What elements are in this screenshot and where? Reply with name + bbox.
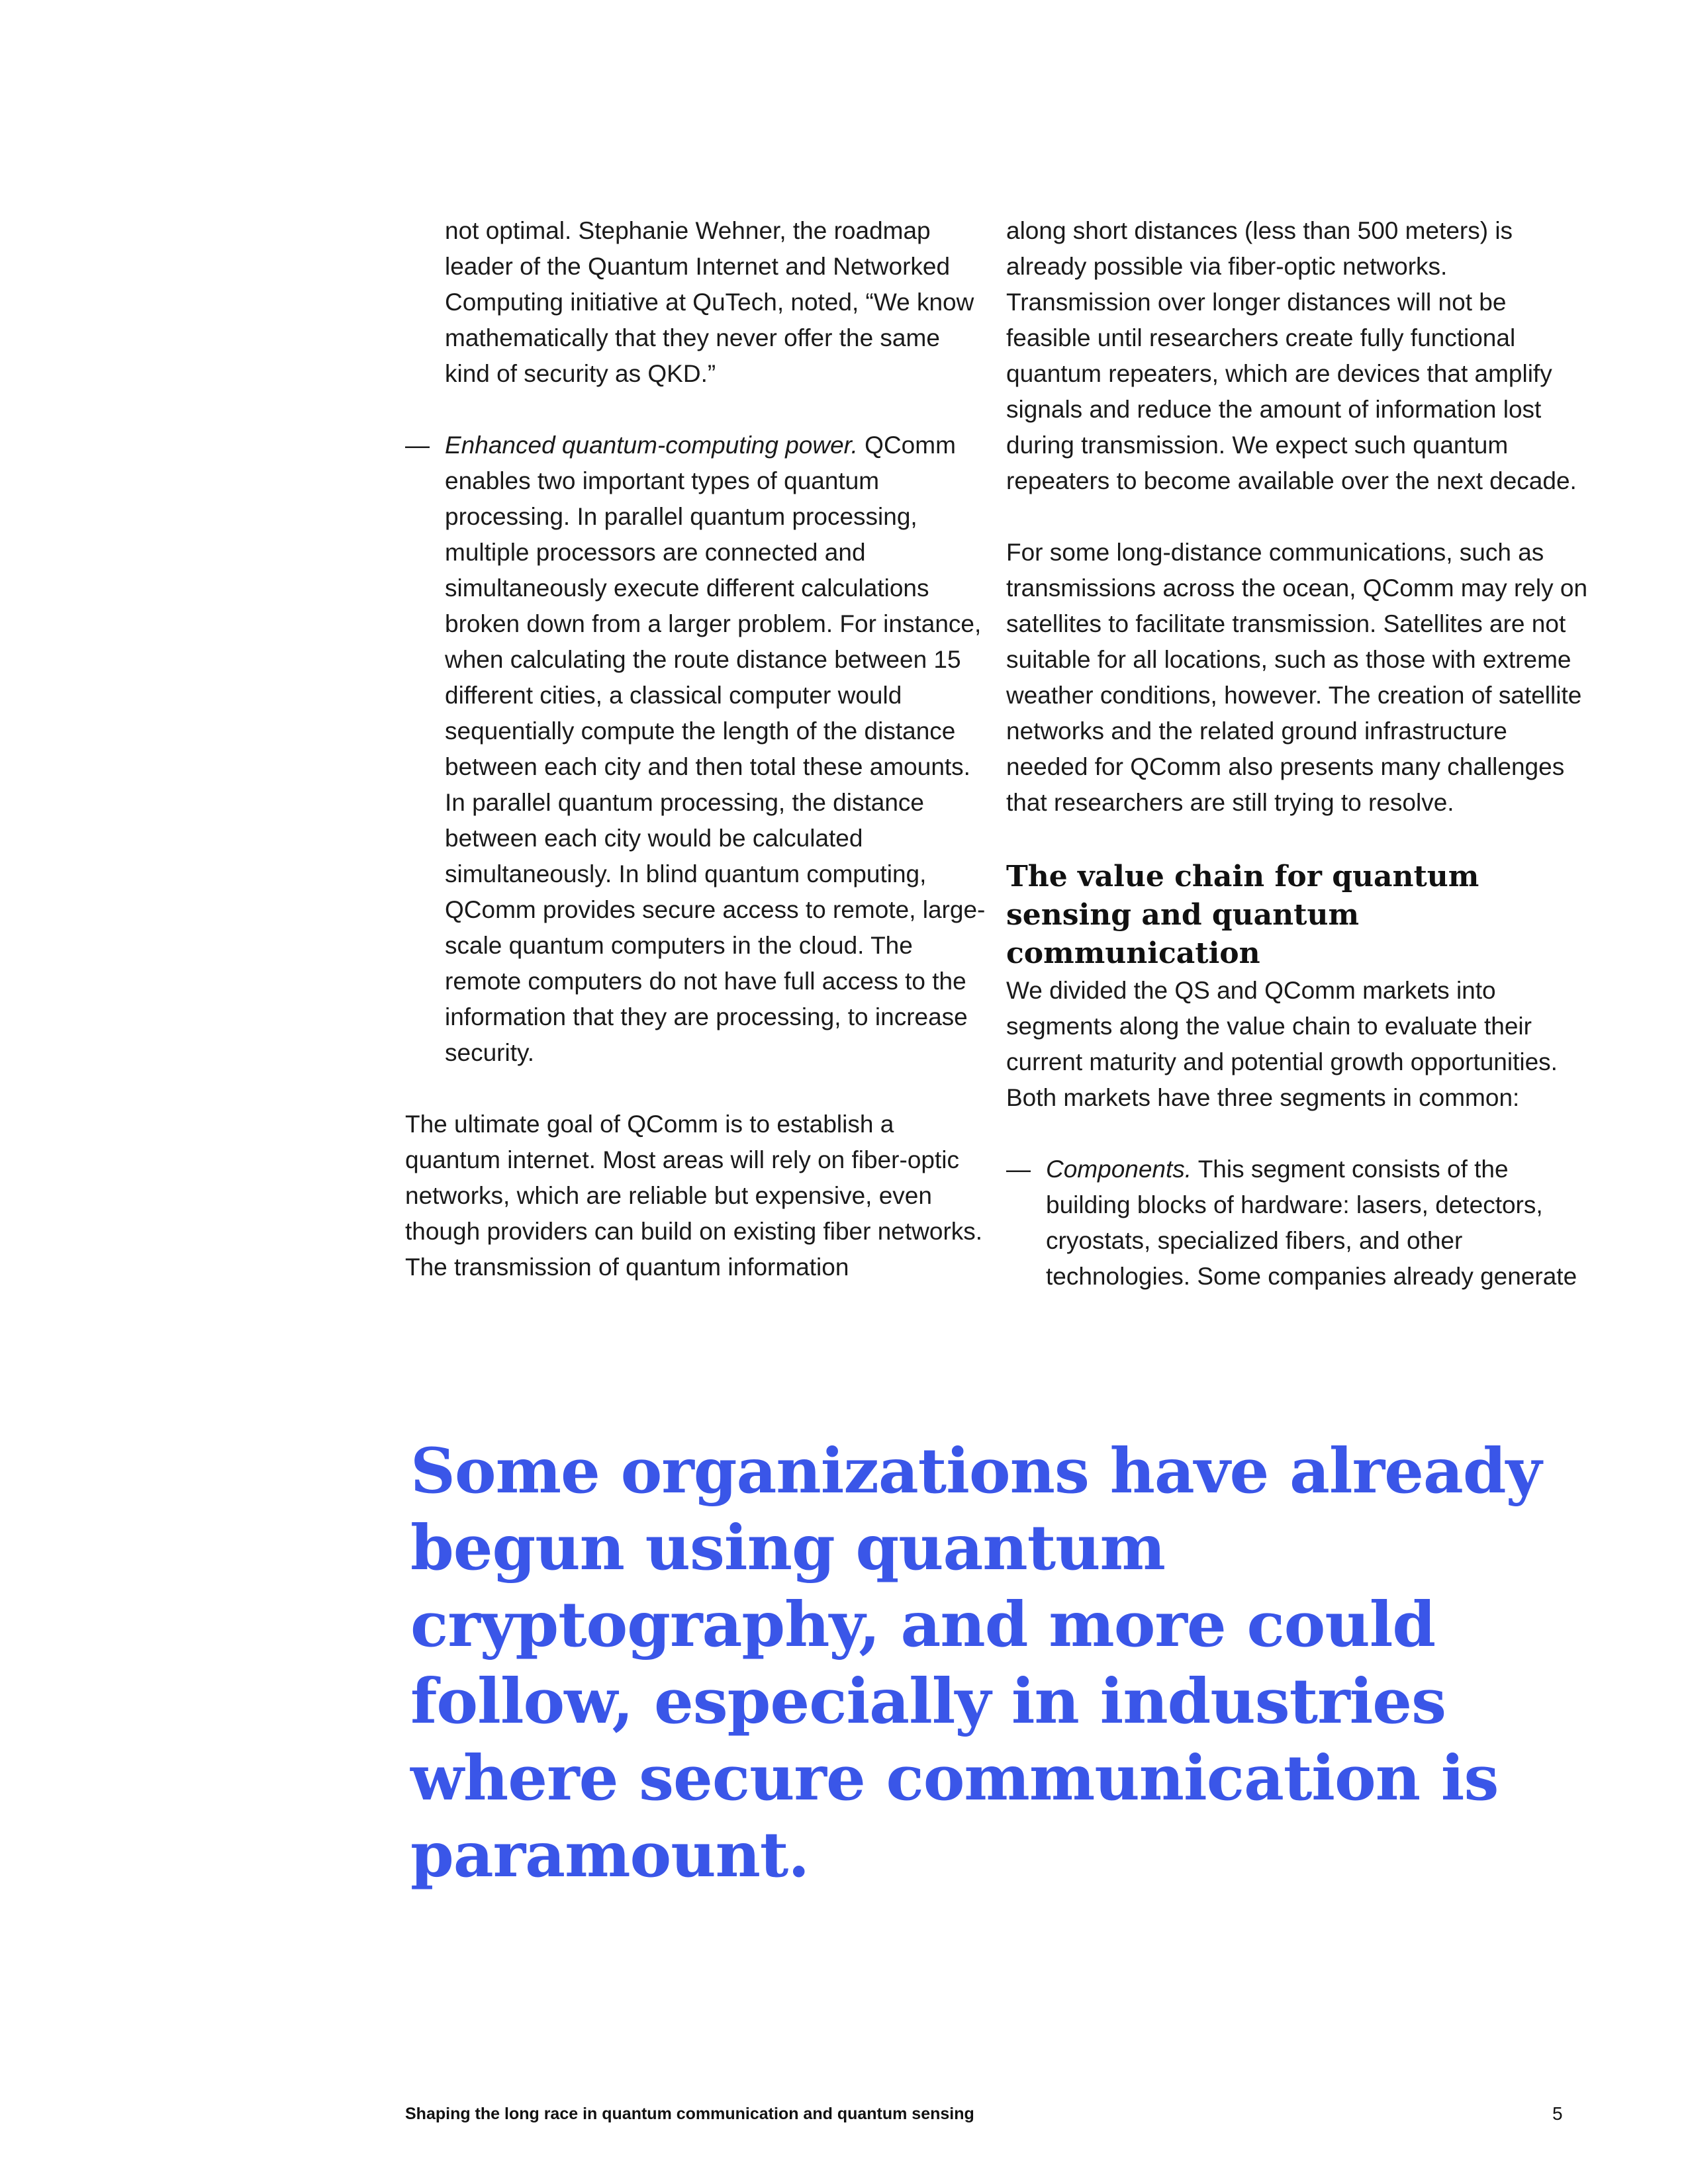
- body-paragraph: along short distances (less than 500 meters) is already possible via fiber-optic networks. Transmission over longer distances will not be feasible until researchers create fully functional quantum repeaters, which are devices that amplify signals and reduce the amount of information lost during transmission. We expect such quantum repeaters to become available over the next decade.: [1006, 217, 1577, 494]
- page-number: 5: [1552, 2103, 1563, 2124]
- right-column: [1006, 213, 1589, 1330]
- section-subheading: The value chain for quantum sensing and quantum communication: [1006, 860, 1479, 970]
- body-paragraph: For some long-distance communications, such as transmissions across the ocean, QComm may rely on satellites to facilitate transmission. Satellites are not suitable for all locations, such as those with extreme weather conditions, however. The creation of satellite networks and the related ground infrastructure needed for QComm also presents many challenges that researchers are still trying to resolve.: [1006, 539, 1588, 816]
- bullet-dash: —: [405, 432, 430, 459]
- continuation-paragraph: not optimal. Stephanie Wehner, the roadmap leader of the Quantum Internet and Networked Computing initiative at QuTech, noted, “We know mathematically that they never offer the same kind of security as QKD.”: [445, 217, 974, 387]
- body-paragraph: The ultimate goal of QComm is to establish a quantum internet. Most areas will rely on fiber-optic networks, which are reliable but expensive, even though providers can build on existing fiber networks. The transmission of quantum information: [405, 1111, 983, 1281]
- left-column: [405, 213, 988, 1321]
- bullet-item-components: [1006, 1152, 1589, 1295]
- bullet-lead: Components.: [1046, 1156, 1192, 1183]
- body-paragraph: We divided the QS and QComm markets into segments along the value chain to evaluate their current maturity and potential growth opportunities. Both markets have three segments in common:: [1006, 977, 1558, 1111]
- bullet-dash: —: [1006, 1156, 1031, 1183]
- pull-quote: Some organizations have already begun using quantum cryptography, and more could follow, especially in industries where secure communication is paramount.: [410, 1435, 1542, 1891]
- bullet-item-quantum-computing: [405, 428, 988, 1071]
- bullet-text: QComm enables two important types of quantum processing. In parallel quantum processing, multiple processors are connected and simultaneously execute different calculations broken down from a larger problem. For instance, when calculating the route distance between 15 different cities, a classical computer would sequentially compute the length of the distance between each city and then total these amounts. In parallel quantum processing, the distance between each city would be calculated simultaneously. In blind quantum computing, QComm provides secure access to remote, large-scale quantum computers in the cloud. The remote computers do not have full access to the information that they are processing, to increase security.: [445, 432, 986, 1066]
- bullet-lead: Enhanced quantum-computing power.: [445, 432, 858, 459]
- bullet-text: This segment consists of the building blocks of hardware: lasers, detectors, cryostats, specialized fibers, and other technologies. Some companies already generate: [1046, 1156, 1577, 1290]
- footer-title: Shaping the long race in quantum communication and quantum sensing: [405, 2105, 974, 2123]
